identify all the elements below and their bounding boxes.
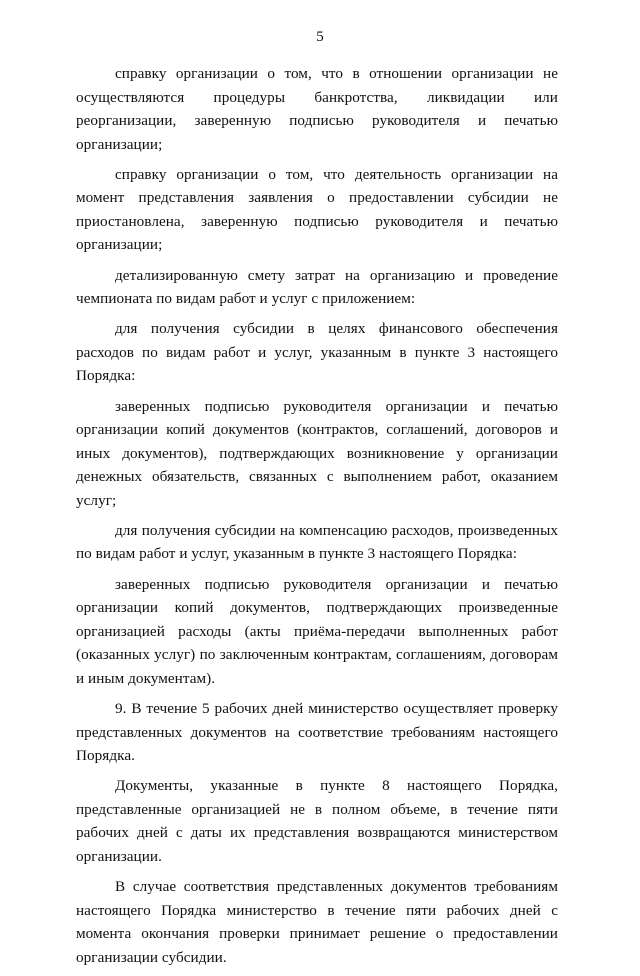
paragraph-financing-subsidy: для получения субсидии в целях финансового обеспечения расходов по видам работ и услуг, указанным в пункте 3 настоящего Порядка: xyxy=(76,320,558,385)
paragraph-documents-return: Документы, указанные в пункте 8 настоящего Порядка, представленные организацией не в полном объеме, в течение пяти рабочих дней с даты их представления возвращаются министерством организации. xyxy=(76,777,558,865)
paragraph-bankruptcy-certificate: справку организации о том, что в отношении организации не осуществляются процедуры банкротства, ликвидации или реорганизации, заверенную подписью руководителя и печатью организации; xyxy=(76,65,558,153)
paragraph-financing-documents: заверенных подписью руководителя организации и печатью организации копий документов (контрактов, соглашений, договоров и иных документов), подтверждающих возникновение у организации денежных обязательств, связанных с выполнением работ, оказанием услуг; xyxy=(76,397,558,509)
page-number: 5 xyxy=(316,29,324,45)
document-body xyxy=(76,62,558,976)
paragraph-item-9: 9. В течение 5 рабочих дней министерство осуществляет проверку представленных документов на соответствие требованиям настоящего Порядка. xyxy=(76,700,558,765)
paragraph-cost-estimate: детализированную смету затрат на организацию и проведение чемпионата по видам работ и услуг с приложением: xyxy=(76,266,558,308)
paragraph-compensation-subsidy: для получения субсидии на компенсацию расходов, произведенных по видам работ и услуг, указанным в пункте 3 настоящего Порядка: xyxy=(76,521,558,563)
paragraph-subsidy-decision: В случае соответствия представленных документов требованиям настоящего Порядка министерство в течение пяти рабочих дней с момента окончания проверки принимает решение о предоставлении организации субсидии. xyxy=(76,878,558,966)
paragraph-activity-certificate: справку организации о том, что деятельность организации на момент представления заявления о предоставлении субсидии не приостановлена, заверенную подписью руководителя и печатью организации; xyxy=(76,165,558,254)
paragraph-compensation-documents: заверенных подписью руководителя организации и печатью организации копий документов, подтверждающих произведенные организацией расходы (акты приёма-передачи выполненных работ (оказанных услуг) по заключенным контрактам, соглашениям, договорам и иным документам). xyxy=(76,575,558,687)
